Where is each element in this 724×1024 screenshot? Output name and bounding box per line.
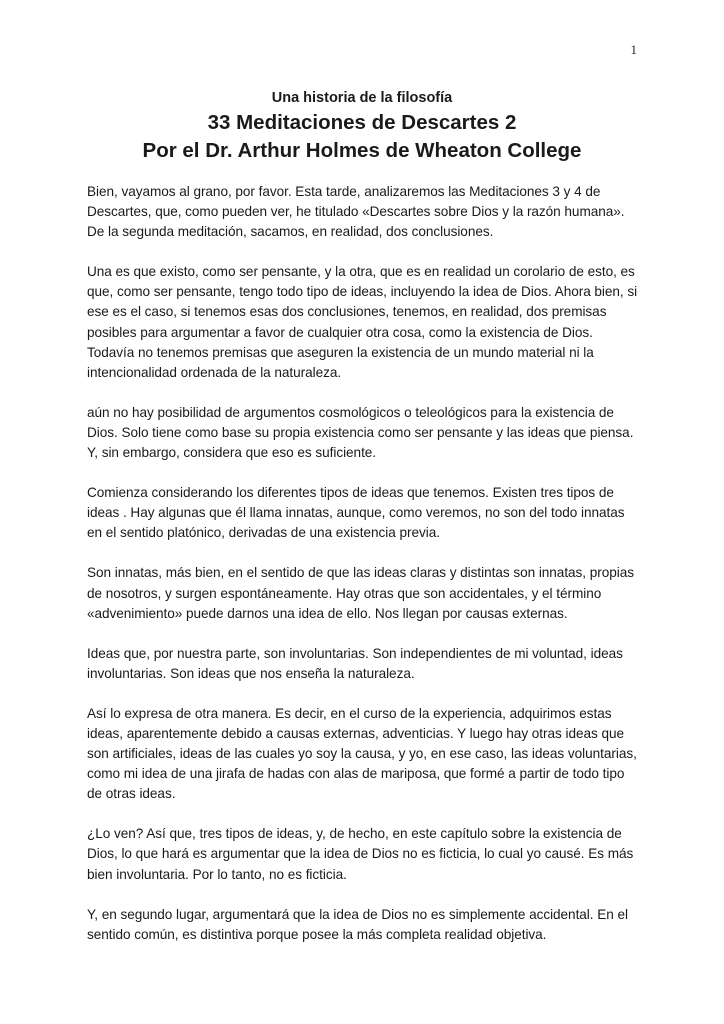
paragraph: Bien, vayamos al grano, por favor. Esta tarde, analizaremos las Meditaciones 3 y 4 de Descartes, que, como pueden ver, he titulado «Descartes sobre Dios y la razón humana». De la segunda meditación, sacamos, en realidad, dos conclusiones. (87, 184, 625, 240)
page-number: 1 (630, 42, 637, 57)
document-header (0, 88, 724, 164)
paragraph: ¿Lo ven? Así que, tres tipos de ideas, y, de hecho, en este capítulo sobre la existencia de Dios, lo que hará es argumentar que la idea de Dios no es ficticia, lo cual yo causé. Es más bien involuntaria. Por lo tanto, no es ficticia. (87, 826, 634, 882)
document-title-line-1: 33 Meditaciones de Descartes 2 (207, 111, 517, 134)
paragraph: Comienza considerando los diferentes tipos de ideas que tenemos. Existen tres tipos de ideas . Hay algunas que él llama innatas, aunque, como veremos, no son del todo innatas en el sentido platónico, derivadas de una existencia previa. (87, 485, 625, 541)
paragraph: Y, en segundo lugar, argumentará que la idea de Dios no es simplemente accidental. En el sentido común, es distintiva porque posee la más completa realidad objetiva. (87, 906, 628, 942)
paragraph: Una es que existo, como ser pensante, y la otra, que es en realidad un corolario de esto, es que, como ser pensante, tengo todo tipo de ideas, incluyendo la idea de Dios. Ahora bien, si ese es el caso, si tenemos esas dos conclusiones, tenemos, en realidad, dos premisas posibles para argumentar a favor de cualquier otra cosa, como la existencia de Dios. Todavía no tenemos premisas que aseguren la existencia de un mundo material ni la intencionalidad ordenada de la naturaleza. (87, 264, 638, 380)
paragraph: Son innatas, más bien, en el sentido de que las ideas claras y distintas son innatas, propias de nosotros, y surgen espontáneamente. Hay otras que son accidentales, y el término «advenimiento» puede darnos una idea de ello. Nos llegan por causas externas. (87, 565, 634, 621)
paragraph: aún no hay posibilidad de argumentos cosmológicos o teleológicos para la existencia de Dios. Solo tiene como base su propia existencia como ser pensante y las ideas que piensa. Y, sin embargo, considera que eso es suficiente. (87, 404, 634, 461)
document-title-line-2: Por el Dr. Arthur Holmes de Wheaton College (142, 139, 582, 162)
paragraph: Así lo expresa de otra manera. Es decir, en el curso de la experiencia, adquirimos estas ideas, aparentemente debido a causas externas, adventicias. Y luego hay otras ideas que son artificiales, ideas de las cuales yo soy la causa, y yo, en ese caso, las ideas voluntarias, como mi idea de una jirafa de hadas con alas de mariposa, que formé a partir de todo tipo de otras ideas. (87, 705, 637, 802)
series-subtitle: Una historia de la filosofía (271, 90, 453, 106)
paragraph: Ideas que, por nuestra parte, son involuntarias. Son independientes de mi voluntad, ideas involuntarias. Son ideas que nos enseña la naturaleza. (87, 645, 623, 681)
document-body (87, 182, 639, 965)
